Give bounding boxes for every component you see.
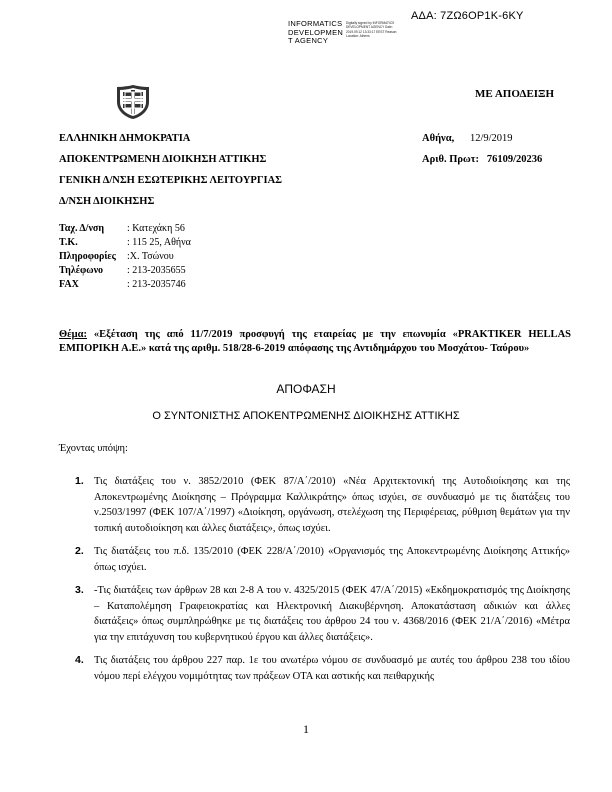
- date-value: 12/9/2019: [469, 133, 513, 144]
- intro-text: Έχοντας υπόψη:: [59, 443, 128, 454]
- subject-paragraph: [59, 328, 571, 355]
- contact-row: Πληροφορίες :Χ. Τσώνου: [59, 251, 174, 262]
- protocol-label: Αριθ. Πρωτ:: [422, 154, 479, 165]
- decision-title: ΑΠΟΦΑΣΗ: [276, 382, 336, 396]
- ada-code: ΑΔΑ: 7ΖΩ6ΟΡ1Κ-6ΚΥ: [411, 10, 524, 22]
- contact-row: Ταχ. Δ/νση : Κατεχάκη 56: [59, 223, 185, 234]
- authority-line-4: Δ/ΝΣΗ ΔΙΟΙΚΗΣΗΣ: [59, 196, 155, 207]
- subject-label: Θέμα:: [59, 329, 87, 340]
- authority-line-1: ΕΛΛΗΝΙΚΗ ΔΗΜΟΚΡΑΤΙΑ: [59, 133, 191, 144]
- list-item: 1. Τις διατάξεις του ν. 3852/2010 (ΦΕΚ 87/Α΄/2010) «Νέα Αρχιτεκτονική της Αυτοδιοίκησης και της Αποκεντρωμένης Διοίκησης – Πρόγραμμα Καλλικράτης» όπως ισχύει, σε συνδυασμό με τις διατάξεις του ν.2503/1997 (ΦΕΚ 107/Α΄/1997) «Διοίκηση, οργάνωση, στελέχωση της Περιφέρειας, ρύθμιση θεμάτων για την τοπική αυτοδιοίκηση και άλλες διατάξεις», όπως ισχύει.: [75, 475, 570, 534]
- authority-line-3: ΓΕΝΙΚΗ Δ/ΝΣΗ ΕΣΩΤΕΡΙΚΗΣ ΛΕΙΤΟΥΡΓΙΑΣ: [59, 175, 283, 186]
- protocol-number: 76109/20236: [486, 154, 543, 165]
- stamp-line-2: DEVELOPMEN: [288, 27, 344, 37]
- coordinator-title: Ο ΣΥΝΤΟΝΙΣΤΗΣ ΑΠΟΚΕΝΤΡΩΜΕΝΗΣ ΔΙΟΙΚΗΣΗΣ ΑΤΤΙΚΗΣ: [152, 410, 460, 422]
- list-item: 2. Τις διατάξεις του π.δ. 135/2010 (ΦΕΚ 228/Α΄/2010) «Οργανισμός της Αποκεντρωμένης Διοίκησης Αττικής» όπως ισχύει.: [75, 545, 570, 573]
- contact-row: Τ.Κ. : 115 25, Αθήνα: [59, 237, 191, 248]
- receipt-notice: ΜΕ ΑΠΟΔΕΙΞΗ: [475, 88, 555, 100]
- stamp-details: Digitally signed by INFORMATICS DEVELOPMENT AGENCY Date: 2019.09.12 13:33:17 EEST Reason: Location: Athens: [346, 21, 398, 38]
- date-block: [422, 128, 542, 170]
- stamp-line-3: T AGENCY: [288, 36, 329, 45]
- list-item: 4. Τις διατάξεις του άρθρου 227 παρ. 1ε του ανωτέρω νόμου σε συνδυασμό με αυτές του άρθρου 238 του ιδίου νόμου περί ελέγχου νομιμότητας των πράξεων ΟΤΑ και αστικής και πειθαρχικής: [75, 654, 570, 682]
- contact-info: [59, 222, 191, 292]
- date-label: Αθήνα,: [422, 133, 455, 144]
- stamp-line-1: INFORMATICS: [288, 19, 343, 28]
- list-item: 3. -Τις διατάξεις των άρθρων 28 και 2-8 Α του ν. 4325/2015 (ΦΕΚ 47/Α΄/2015) «Εκδημοκρατισμός της Διοίκησης – Καταπολέμηση Γραφειοκρατίας και Ηλεκτρονική Διακυβέρνηση. Αποκατάσταση αδικιών και άλλες διατάξεις» όπως συμπληρώθηκε με τις διατάξεις του άρθρου 24 του ν. 4368/2016 (ΦΕΚ 21/Α΄/2016) «Μέτρα για την επιτάχυνση του κυβερνητικού έργου και άλλες διατάξεις».: [75, 584, 570, 643]
- considerations-list: [75, 474, 570, 692]
- greek-coat-of-arms-icon: [115, 84, 151, 120]
- page-number: 1: [303, 722, 309, 736]
- signature-stamp: [288, 20, 343, 46]
- contact-row: FAX : 213-2035746: [59, 279, 186, 290]
- authority-header: [59, 128, 282, 212]
- subject-text: «Εξέταση της από 11/7/2019 προσφυγή της εταιρείας με την επωνυμία «PRAKTIKER HELLAS ΕΜΠΟΡΙΚΗ Α.Ε.» κατά της αριθμ. 518/28-6-2019 απόφασης της Αντιδημάρχου του Μοσχάτου- Ταύρου»: [59, 329, 571, 354]
- contact-row: Τηλέφωνο : 213-2035655: [59, 265, 186, 276]
- authority-line-2: ΑΠΟΚΕΝΤΡΩΜΕΝΗ ΔΙΟΙΚΗΣΗ ΑΤΤΙΚΗΣ: [59, 154, 267, 165]
